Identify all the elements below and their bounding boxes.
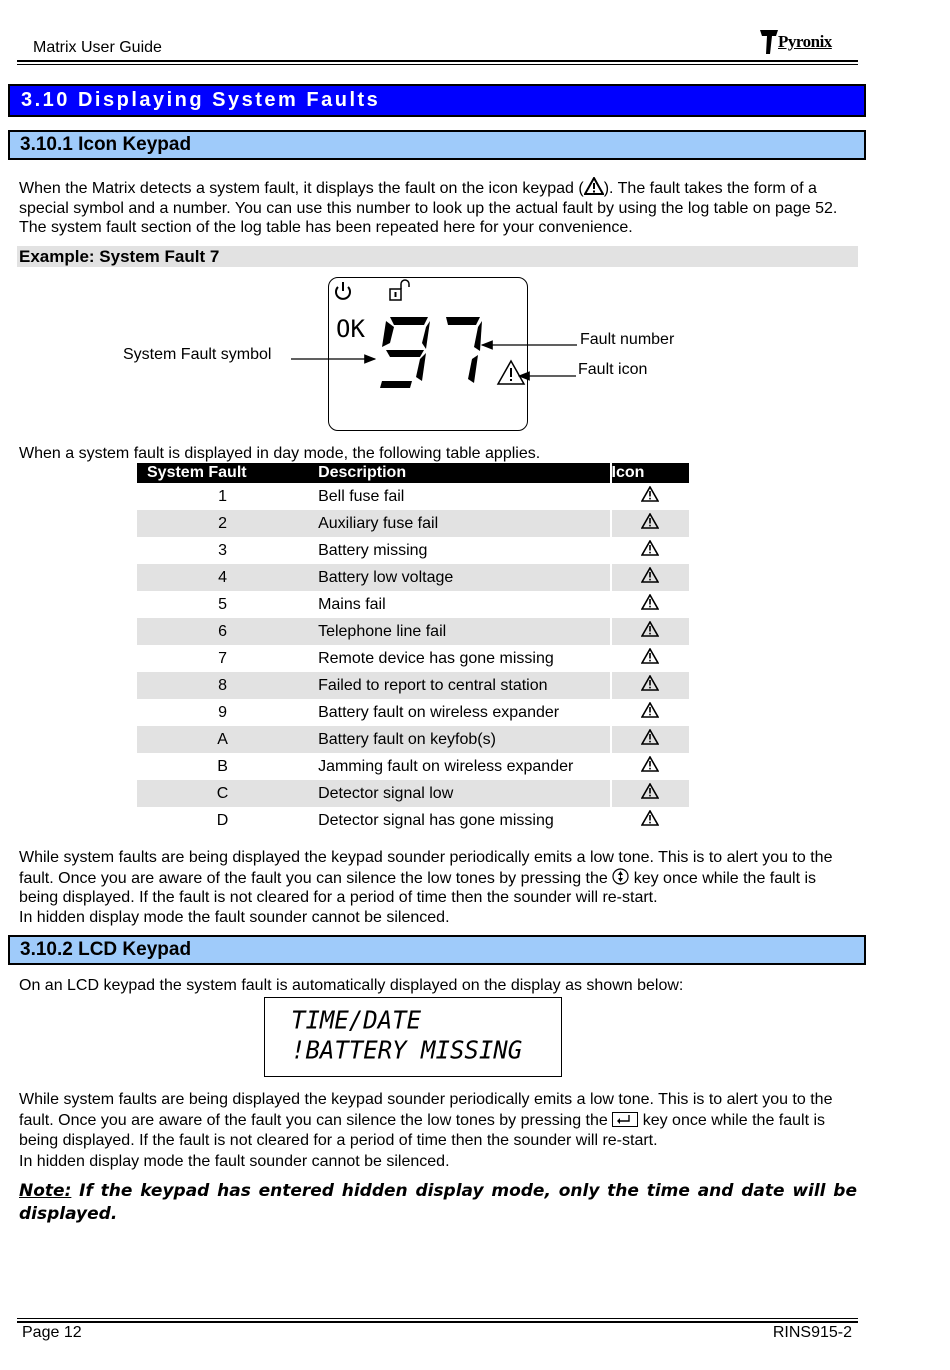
fault-description: Auxiliary fuse fail bbox=[308, 510, 610, 537]
warning-triangle-icon bbox=[641, 543, 659, 560]
table-row bbox=[137, 483, 689, 510]
fault-code: 8 bbox=[137, 672, 308, 699]
fault-description: Remote device has gone missing bbox=[308, 645, 610, 672]
fault-icon-cell bbox=[611, 537, 689, 564]
warning-triangle-icon bbox=[641, 813, 659, 830]
table-row bbox=[137, 645, 689, 672]
warning-triangle-icon bbox=[641, 516, 659, 533]
hidden-mode-lcd-text: In hidden display mode the fault sounder cannot be silenced. bbox=[19, 1152, 450, 1170]
fault-icon-cell bbox=[611, 618, 689, 645]
intro-text-start: When the Matrix detects a system fault, it displays the fault on the icon keypad ( bbox=[19, 180, 584, 197]
warning-triangle-icon bbox=[641, 678, 659, 695]
lcd-line-1: TIME/DATE bbox=[291, 1005, 422, 1035]
fault-code: 5 bbox=[218, 595, 227, 613]
note-paragraph bbox=[19, 1180, 857, 1226]
fault-code: C bbox=[137, 780, 308, 807]
fault-icon-cell bbox=[611, 483, 689, 510]
fault-code: D bbox=[216, 811, 229, 829]
footer-rule-thin bbox=[17, 1318, 858, 1319]
header-description: Description bbox=[308, 463, 610, 483]
fault-code: 3 bbox=[218, 541, 227, 559]
warning-triangle-icon bbox=[641, 597, 659, 614]
fault-description: Detector signal low bbox=[308, 780, 610, 807]
fault-icon-cell bbox=[611, 726, 689, 753]
header-icon: Icon bbox=[611, 463, 689, 483]
fault-code: 4 bbox=[137, 564, 308, 591]
intro-text-end: ). The fault takes the form of a special symbol and a number. You can use this number to look up the actual fault by using the log table on page 52. The system fault section of the log table has been repeated here for your convenience. bbox=[19, 180, 838, 236]
document-reference: RINS915-2 bbox=[772, 1324, 852, 1341]
fault-code: B bbox=[217, 757, 228, 775]
fault-description: Bell fuse fail bbox=[308, 483, 610, 510]
warning-triangle-icon bbox=[641, 489, 659, 506]
note-text: If the keypad has entered hidden display mode, only the time and date will be displayed. bbox=[19, 1181, 857, 1224]
system-fault-table bbox=[137, 463, 689, 834]
warning-triangle-icon bbox=[641, 651, 659, 668]
fault-code: 1 bbox=[218, 487, 227, 505]
sounder-text-end: key once while the fault is being displayed. If the fault is not cleared for a period of time then the sounder will re-start. bbox=[19, 869, 817, 906]
fault-icon-cell bbox=[611, 672, 689, 699]
table-row bbox=[137, 564, 689, 591]
callout-fault-symbol: System Fault symbol bbox=[123, 346, 272, 363]
table-row bbox=[137, 591, 689, 618]
callout-arrows bbox=[0, 0, 950, 450]
fault-icon-cell bbox=[611, 780, 689, 807]
fault-icon-cell bbox=[611, 807, 689, 834]
lcd-line-2: !BATTERY MISSING bbox=[291, 1035, 523, 1065]
sounder-lcd-text-start: While system faults are being displayed the keypad sounder periodically emits a low tone. This is to alert you to the fault. Once you are aware of the fault you can silence the low tones by pressing the bbox=[19, 1091, 833, 1129]
table-intro: When a system fault is displayed in day mode, the following table applies. bbox=[19, 445, 541, 462]
warning-triangle-icon bbox=[641, 570, 659, 587]
fault-description: Battery fault on keyfob(s) bbox=[308, 726, 610, 753]
fault-description: Battery low voltage bbox=[308, 564, 610, 591]
sounder-paragraph-icon bbox=[19, 848, 859, 927]
page-number: Page 12 bbox=[22, 1324, 82, 1341]
footer-rule bbox=[17, 1321, 858, 1323]
fault-icon-cell bbox=[611, 753, 689, 780]
fault-description: Battery missing bbox=[308, 537, 610, 564]
fault-description: Detector signal has gone missing bbox=[308, 807, 610, 834]
table-row bbox=[137, 672, 689, 699]
warning-triangle-icon bbox=[641, 786, 659, 803]
logo-text: Pyronix bbox=[778, 32, 832, 51]
warning-triangle-icon bbox=[641, 732, 659, 749]
fault-code: 6 bbox=[137, 618, 308, 645]
table-row bbox=[137, 780, 689, 807]
table-row bbox=[137, 510, 689, 537]
fault-description: Telephone line fail bbox=[308, 618, 610, 645]
table-row bbox=[137, 537, 689, 564]
lcd-display bbox=[264, 997, 562, 1077]
section-heading: 3.10 Displaying System Faults bbox=[8, 84, 866, 117]
table-row bbox=[137, 753, 689, 780]
sounder-text-start: While system faults are being displayed the keypad sounder periodically emits a low tone. This is to alert you to the fault. Once you are aware of the fault you can silence the low tones by pressing the bbox=[19, 849, 833, 887]
warning-triangle-icon bbox=[641, 759, 659, 776]
fault-icon-cell bbox=[611, 564, 689, 591]
header-system-fault: System Fault bbox=[137, 463, 308, 483]
fault-description: Jamming fault on wireless expander bbox=[308, 753, 610, 780]
callout-fault-number: Fault number bbox=[580, 331, 675, 348]
fault-icon-cell bbox=[611, 591, 689, 618]
fault-code: 2 bbox=[137, 510, 308, 537]
fault-icon-cell bbox=[611, 645, 689, 672]
fault-icon-cell bbox=[611, 510, 689, 537]
table-row bbox=[137, 807, 689, 834]
sounder-lcd-text-end: key once while the fault is being displayed. If the fault is not cleared for a period of time then the sounder will re-start. bbox=[19, 1111, 826, 1149]
document-title: Matrix User Guide bbox=[33, 39, 162, 56]
fault-description: Battery fault on wireless expander bbox=[308, 699, 610, 726]
fault-code: A bbox=[137, 726, 308, 753]
ok-label: OK bbox=[336, 315, 365, 343]
fault-icon-cell bbox=[611, 699, 689, 726]
fault-description: Mains fail bbox=[308, 591, 610, 618]
sounder-paragraph-lcd bbox=[19, 1090, 859, 1172]
table-header-row bbox=[137, 463, 689, 483]
enter-key-icon bbox=[612, 1112, 638, 1127]
example-label: Example: System Fault 7 bbox=[17, 246, 858, 267]
table-row bbox=[137, 699, 689, 726]
callout-fault-icon: Fault icon bbox=[578, 361, 648, 378]
hidden-mode-text: In hidden display mode the fault sounder cannot be silenced. bbox=[19, 908, 450, 926]
lcd-intro: On an LCD keypad the system fault is automatically displayed on the display as shown below: bbox=[19, 977, 684, 994]
fault-description: Failed to report to central station bbox=[308, 672, 610, 699]
fault-code: 7 bbox=[218, 649, 227, 667]
chime-key-icon bbox=[612, 868, 629, 885]
table-row bbox=[137, 618, 689, 645]
subsection-heading-icon-keypad: 3.10.1 Icon Keypad bbox=[8, 130, 866, 160]
warning-triangle-icon bbox=[641, 624, 659, 641]
subsection-heading-lcd-keypad: 3.10.2 LCD Keypad bbox=[8, 935, 866, 965]
table-row bbox=[137, 726, 689, 753]
fault-code: 9 bbox=[218, 703, 227, 721]
warning-triangle-icon bbox=[641, 705, 659, 722]
note-label: Note: bbox=[19, 1181, 72, 1201]
